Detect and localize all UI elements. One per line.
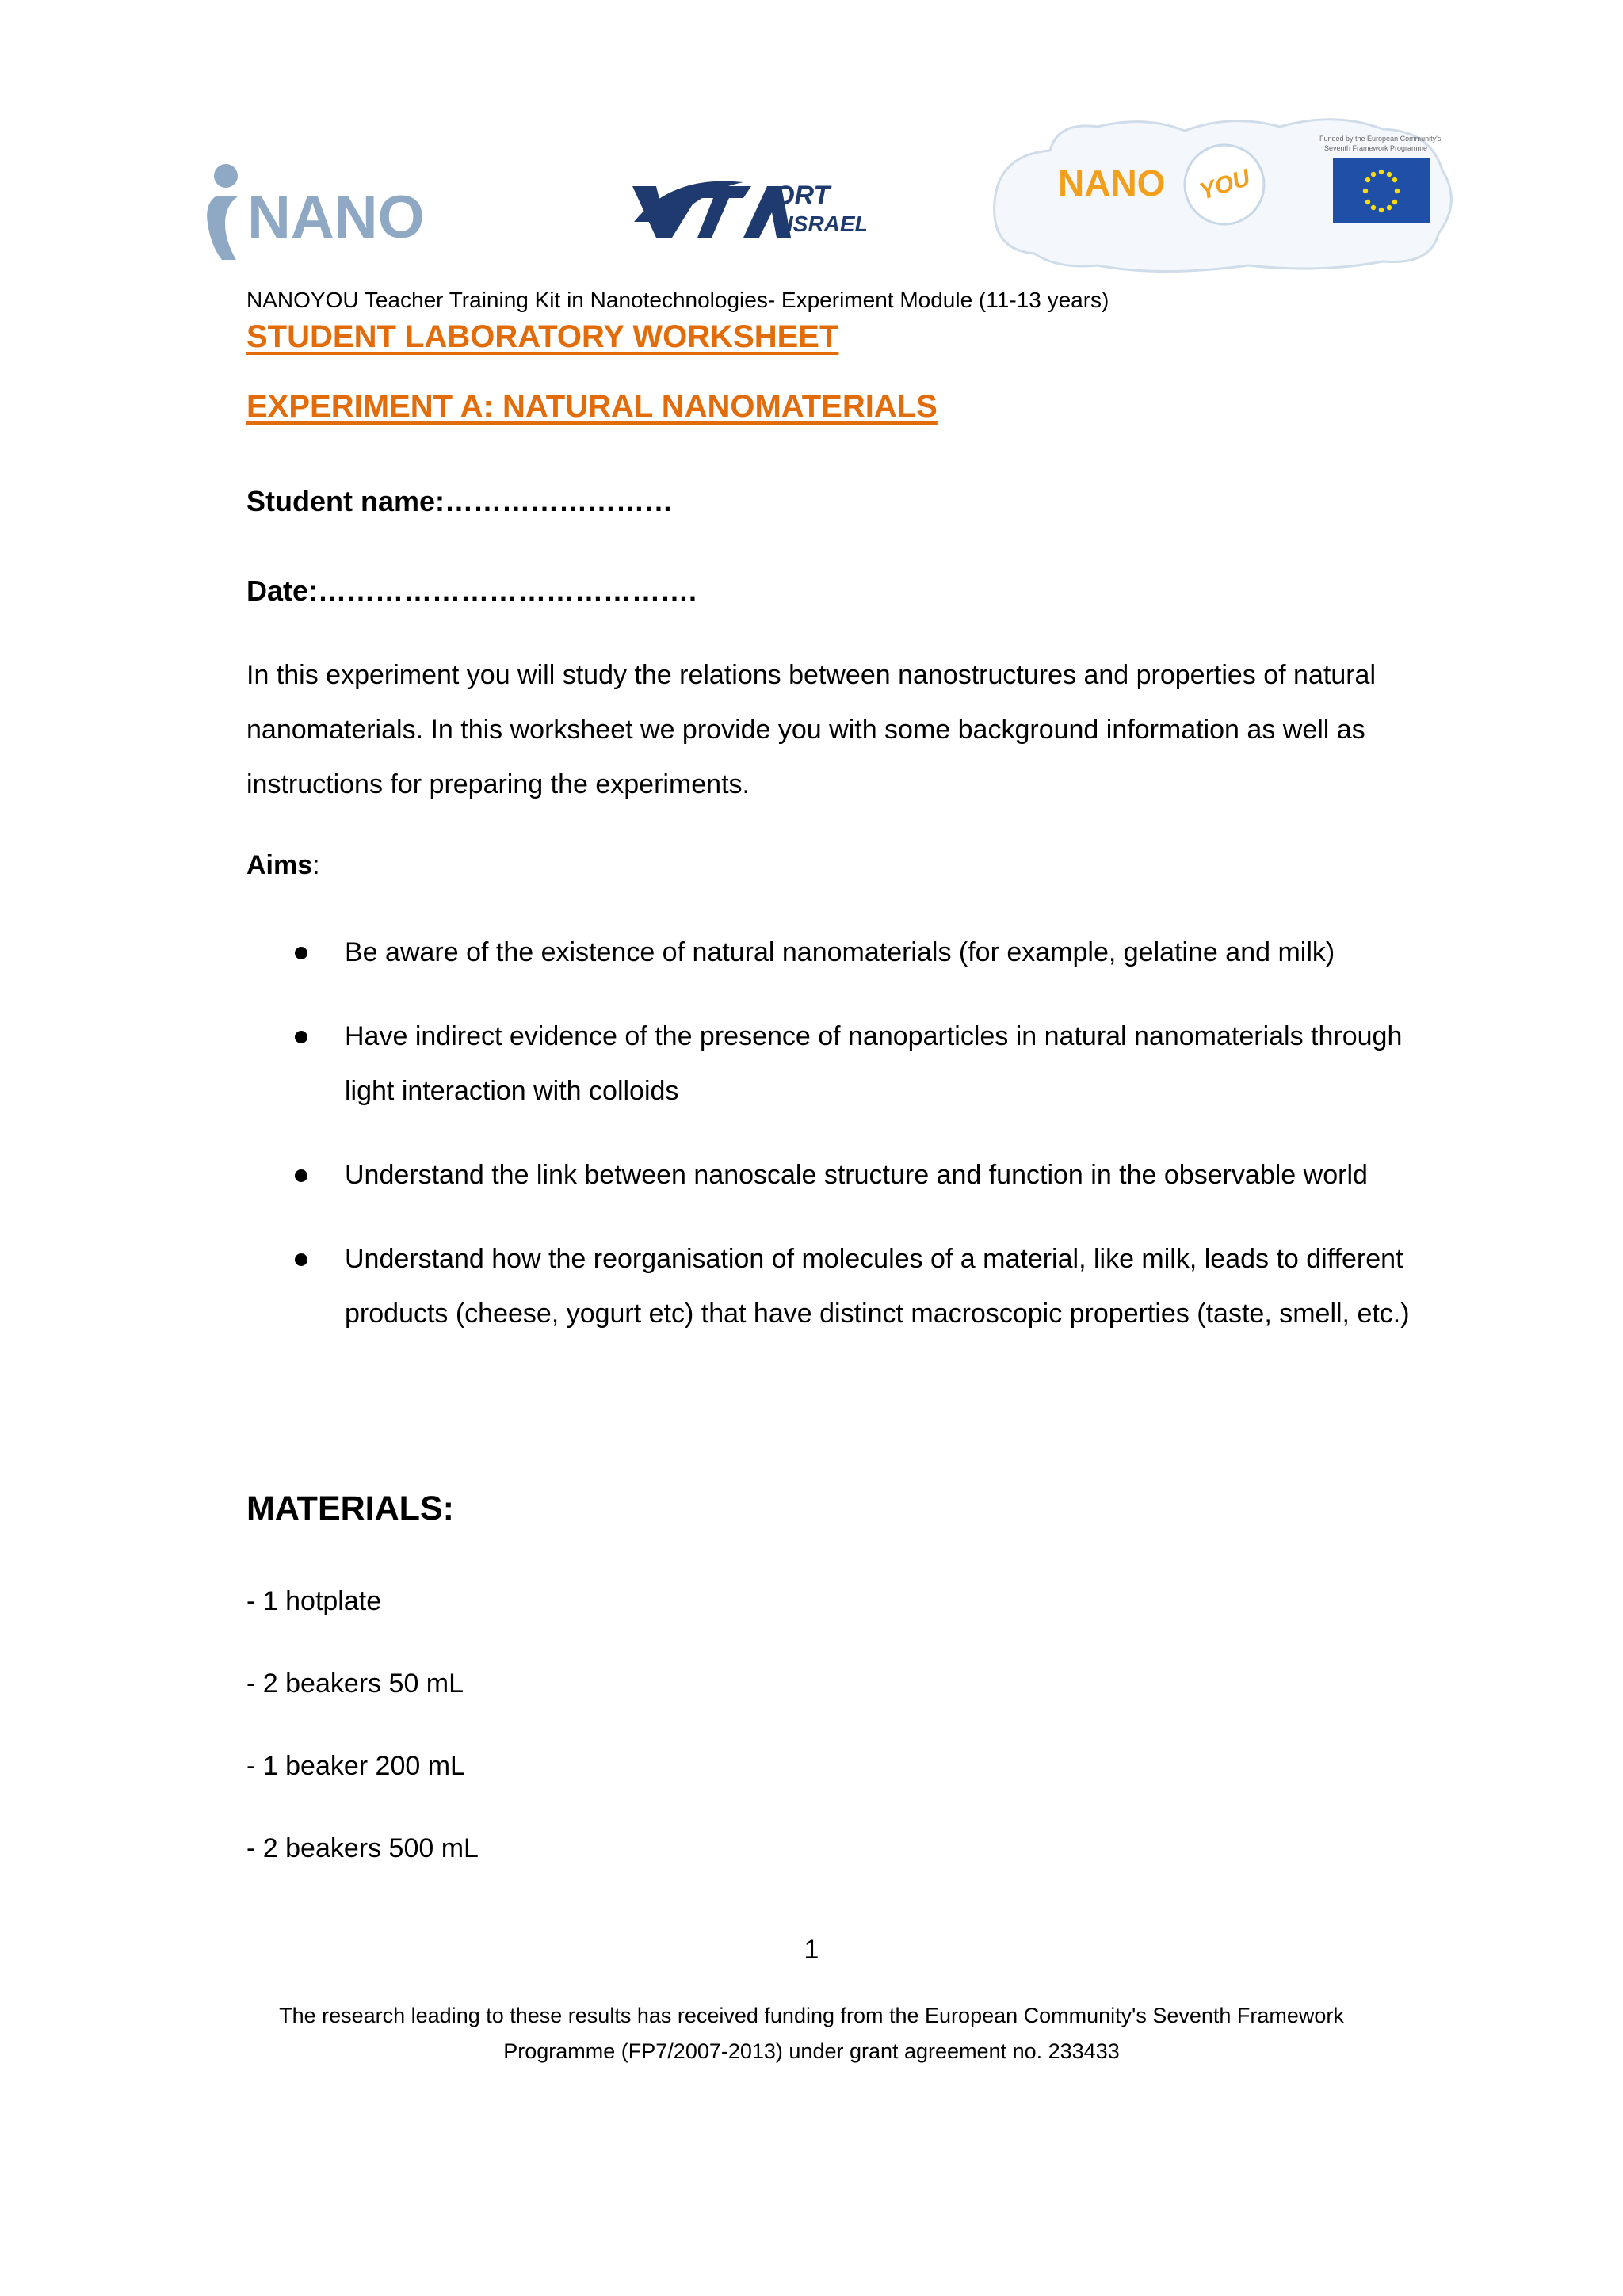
aim-text: Have indirect evidence of the presence of nanoparticles in natural nanomaterials through light interaction with colloids [345,1021,1403,1106]
aim-item [295,925,1436,980]
funding-line-2: Programme (FP7/2007-2013) under grant agreement no. 233433 [503,2039,1120,2063]
bullet-icon [295,1253,307,1266]
ort-text-top: ORT [773,181,831,211]
nanoyou-wordmark: NANO [1058,162,1166,204]
student-name-field: Student name:…………………… [246,485,674,517]
aim-item [295,1148,1436,1203]
ort-logo-graphic [624,158,866,246]
aims-label: Aims [246,850,313,880]
date-field: Date:…………………………………. [246,574,697,607]
nanoyou-cloud-graphic [987,107,1462,281]
aims-heading [246,850,320,881]
inano-dot [214,164,238,188]
material-item: - 1 hotplate [246,1586,382,1616]
bullet-icon [295,947,307,959]
eu-flag [1333,158,1430,223]
aim-item [295,1232,1436,1341]
material-item: - 2 beakers 500 mL [246,1833,479,1863]
worksheet-title: STUDENT LABORATORY WORKSHEET [246,319,839,354]
nanoyou-you-text: YOU [1196,164,1254,206]
ort-text-bottom: ISRAEL [787,212,866,236]
funding-line-1: The research leading to these results has received funding from the European Community's Seventh Framework [279,2004,1344,2027]
inano-logo [198,158,460,265]
inano-i-stroke [207,196,238,260]
inano-wordmark: NANO [247,184,425,251]
nanoyou-eu-cloud-logo [987,107,1462,281]
eu-caption-2: Seventh Framework Programme [1324,144,1428,152]
intro-paragraph: In this experiment you will study the relations between nanostructures and properties of natural nanomaterials. In this worksheet we provide you with some background information as well as instructions for preparing the experiments. [246,660,1377,799]
inano-logo-graphic [198,158,460,265]
aims-colon: : [312,850,320,880]
page-number: 1 [804,1935,819,1965]
bullet-icon [295,1169,307,1182]
materials-title: MATERIALS: [246,1489,454,1527]
bullet-icon [295,1031,307,1043]
material-item: - 1 beaker 200 mL [246,1751,465,1781]
funding-footer [0,1998,1623,2069]
aim-text: Be aware of the existence of natural nanomaterials (for example, gelatine and milk) [345,937,1335,967]
ort-israel-logo [624,158,866,246]
experiment-title: EXPERIMENT A: NATURAL NANOMATERIALS [246,389,938,424]
eu-caption-1: Funded by the European Community's [1319,135,1442,143]
material-item: - 2 beakers 50 mL [246,1669,464,1699]
aim-item [295,1009,1436,1119]
document-header: NANOYOU Teacher Training Kit in Nanotechnologies- Experiment Module (11-13 years) [246,288,1109,312]
aim-text: Understand the link between nanoscale structure and function in the observable world [345,1160,1368,1190]
ort-mark-t [697,186,751,238]
aim-text: Understand how the reorganisation of molecules of a material, like milk, leads to different products (cheese, yogurt etc) that have distinct macroscopic properties (taste, smell, etc.) [345,1244,1410,1329]
aims-list [295,925,1436,1371]
